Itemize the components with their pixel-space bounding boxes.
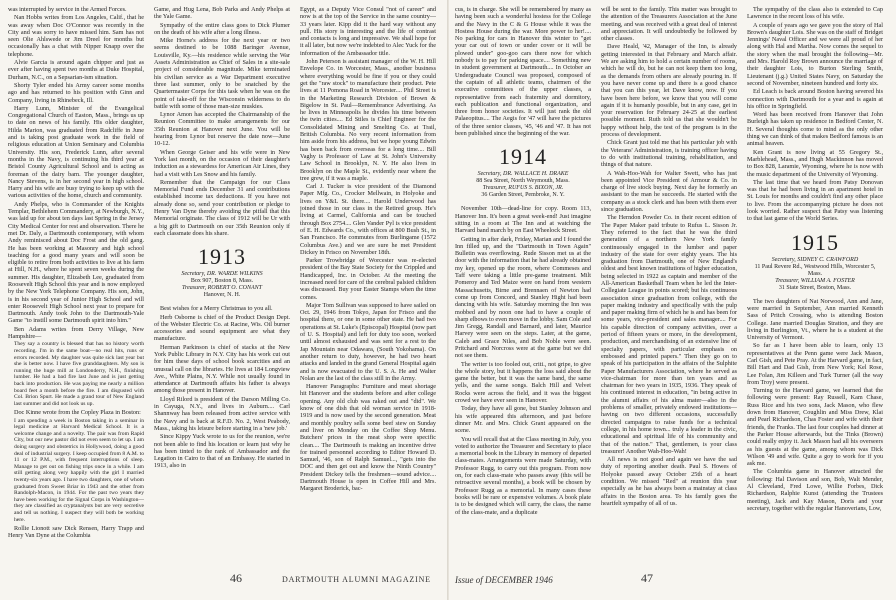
- issue-date: Issue of DECEMBER 1946: [455, 575, 553, 585]
- paragraph: Best wishes for a Merry Christmas to you all.: [160, 305, 273, 313]
- column-5: [601, 6, 737, 566]
- paragraph: Parker Trowbridge of Worcester was re-elected president of the Bay State Society for the Crippled and Handicapped, Inc. in October. At the meeting the increased need for care of the cerebral palsied children was discussed. Buy your Easter Stamps when the time comes.: [300, 257, 436, 301]
- paragraph: will be sent to the family. This matter was brought to the attention of the Treasurers Association at the June meeting, and was received with a great deal of interest and appreciation. It will undoubtedly be followed by other classes.: [601, 6, 737, 43]
- paragraph: Getting in after dark, Friday, Marian and I found the Inn filled up, and the "Dartmouth in Town Again" Bulletin was overflowing. Rude Sisson met us at the door with the information that he had already obtained my key, opened up the room, where Commeses and Taff were taking a little pre-game treatment. Milt Pomeroy and Ted Maize were on hand from western Massachusetts, Birne and Brennaen of Newton had come up from Concord, and Stanley Hight had been dancing with his wife. Saturday morning the Inn was mobbed and by noon one had to have a couple of sharp elbows to even move in the lobby. Sam Cole and Jim Gregg, Randall and Barnard, and later, Maurice Harvey were seen on the steps. Later, at the game, Caleb and Grace Niles, and Bob Noble were seen. Pritchard and Norcross were at the game but we did not see them.: [455, 235, 591, 360]
- paragraph: Egypt, as a Deputy Vice Consul "not of career" and now is at the top of the Service in the same country—33 years later. Kipp did it the hard way without any pull. His story is interesting and the life of contrast and contacts is long and impressive. We shall hope for it all later, but now we're indebted to Alec Yuck for the information of the Ambassador title.: [300, 6, 436, 57]
- paragraph: All news is not good and again we have the sad duty of reporting another death. Paul S. Howes of Holyoke passed away October 25th of a heart condition. We missed "Red" at reunion this year especially as he has always been a mainstay at class affairs in the Boston area. To his family goes the heartfelt sympathy of all of us.: [601, 456, 737, 507]
- paragraph: Game, and Hug Lena, Bob Parks and Andy Phelps at the Yale Game.: [154, 6, 290, 21]
- left-page: [0, 0, 447, 600]
- paragraph: Andy Phelps, who is Commander of the Knights Templar, Bethlehem Commandery, at Newburgh, N.Y., was laid up for about ten days last Spring in the Jersey City Medical Center for rest and observation. There he met Dr. Daly, a Dartmouth contemporary, with whom Andy reminisced about Doc Frost and the old gang. He has been working at Masonry and high school teaching for a good many years and will soon be eligible to retire from both activities to live at his farm at Hill, N.H., where he spent seven weeks during the summer. His daughter, Elizabeth Lee, graduated from Roosevelt High School this year and is now employed by the New York Telephone Company. His son, John, is in his second year of Junior High School and will enter Roosevelt High School next year to prepare for Dartmouth. Andy took John to the Dartmouth-Yale Game "to instill some Dartmouth spirit into him.": [8, 200, 144, 325]
- paragraph: The writer is too fooled out, criti., not gripe, to give the whole story, but it happens the loss said about the game the better, but it was the same band, the same yells, and the same songs. Balch Hill and Velvet Rocks were across the field, and it was the biggest crowd we have ever seen in Hanover.: [455, 360, 591, 405]
- column-4: [455, 6, 591, 566]
- paragraph: Sympathy of the entire class goes to Dick Plumer on the death of his wife after a long illness.: [154, 21, 290, 36]
- class-year-heading: 1913: [198, 244, 246, 270]
- paragraph: Ken Grant is now living at 55 Gregory St., Marblehead, Mass., and Hugh Mackinnon has moved to Box 828, Laramie, Wyoming, where he is now with the music department of the University of Wyoming.: [747, 148, 883, 178]
- left-page-number: 46: [230, 571, 242, 585]
- paragraph: The Herndon Powder Co. in their recent edition of The Paper Maker paid tribute to Rufus L. Sisson Jr. They referred to the fact that he was the third generation of a northern New York family continuously engaged in the lumber and paper industry of the state for over eighty years. The his graduation from Dartmouth, one of New England's oldest and best known institutions of higher education, being selected in 1922 as captain and member of the All-American Basketball Team when he led the Inter-Collegiate League in points scored; but his continuous association since graduation from college, with the paper making industry and specifically with the pulp and paper making firm of which he is and has been for some years, vice-president and sales manager.... For his capable direction of company activities, over a period of fifteen years or more, in the development, production, and merchandising of an extensive line of specialty papers, with particular emphasis on embossed and printed papers." Then they go on to speak of his participation in the affairs of the Sulphite Paper Manufacturers Association, where he served as vice-chairman for more than ten years and as chairman for two years in 1935, 1936. They speak of his continued interest in education, "in being active in the alumni affairs of his alma mater—also in the problems of smaller, privately endowed institutions—having on two different occasions, successfully directed campaigns to raise funds for a technical college, in his home town... truly a leader in the civic, educational and spiritual life of his community and that of the nation." That, gentlemen, is your class treasurer! Another Wah-Hoo-Wah!: [601, 214, 737, 455]
- paragraph: A couple of years ago we gave you the story of Hal Brown's daughter Lois. She was on the staff of Bridget Jennings' Naval Officer and we were all proud of her along with Hal and Martha. Now comes the sequel to the story when the mail brought the following—Mr. and Mrs. Harold Roy Brown announce the marriage of their daughter Lois, to Burton Sterling Smith, Lieutenant (j.g.) United States Navy, on Saturday the second of November, nineteen hundred and forty six.: [747, 21, 883, 87]
- paragraph: Today, they have all gone, but Stanley Johnson and his wife appeared this afternoon, and just before dinner Mr. and Mrs. Chick Grant appeared on the scene.: [455, 405, 591, 435]
- column-3: [300, 6, 436, 566]
- paragraph: Ben Adams writes from Derry Village, New Hampshire—: [8, 325, 144, 341]
- treasurer-address: Hanover, N. H.: [203, 292, 241, 299]
- paragraph: Doc Kinne wrote from the Copley Plaza in Boston:: [14, 409, 141, 417]
- quoted-letter: They say a country is blessed that has no history worth recording. I'm in the same boat—no real hits, runs or errors recorded. My daughter was quite sick last year but she is better now. I have five granddaughters. My son is running the huge mill at Londonderry, N.H., finishing lumber. He had a bad fire last June and is just getting back into production. He was paying me nearly a million board feet a month before the fire. I am disgusted with Col. Brion Spurt. He made a grand tour of New England last summer and did not look us up.: [14, 341, 144, 407]
- secretary-line: Secretary, DR. WARDE WILKINS: [181, 271, 263, 278]
- right-page: [449, 0, 896, 600]
- column-1: [8, 6, 144, 566]
- paragraph: You will recall that at the Class meeting in July, you voted to authorize the Treasurer and Secretary to place a memorial book in the Library in memory of departed class-mates. Arrangements were made Saturday, with Professor Rugg, to carry out this program. From now on, for each class-mate who passes away (this will be retroactive several months), a book will be chosen by Professor Rugg as a memorial. In many cases these books will be rare or expensive volumes. A book plate is to be designed which will carry, the class, the name of the class-mate, and a duplicate: [455, 435, 591, 516]
- paragraph: Herb Osborne is chief of the Product Design Dept. of the Webster Electric Co. at Racine, Wis. Oil burner accessories and sound equipment are what they manufacture.: [154, 313, 290, 343]
- paragraph: Harry Lunn, Minister of the Evangelical Congregational Church of Easton, Mass., brings us up to date on news of his family. His older daughter, Hilda Marion, was graduated from Radcliffe in June and is taking post graduate work in the field of religious education at Union Seminary and Columbia University. His son, Frederick Lunn, after several months in the Navy, is continuing his third year at Bristol County Agricultural School and is acting as foreman of the dairy barn. The younger daughter, Nancy Stevens, is in her second year in high school. Harry and his wife are busy trying to keep up with the various activities of the home, church and community.: [8, 104, 144, 200]
- treasurer-address: 36 Garden Street, Pembroke, N. Y.: [481, 192, 565, 199]
- paragraph: Chick Grant just told me that his particular job with the Veterans' Administration, is training officer having to do with institutional training, rehabilitation, and things of that nature.: [601, 139, 737, 169]
- paragraph: A Wah-Hoo-Wah for Walter Swett, who has just been appointed Vice President of Armour & Co. in charge of live stock buying. Next day he formerly an assistant to the man he succeeds. He started with the company as a stock clerk and has been with them ever since graduation.: [601, 169, 737, 214]
- paragraph: So far as I have been able to learn, only 13 representatives at the Penn game were Jack Mason, Carl Gish, and Pete Pray. At the Harvard game, in fact, Bill Hart and Dad Gish, from New York; Kel Rose, Lee Folan, Jim Killeen and Turk Turner (all the way from Troy) were present.: [747, 342, 883, 386]
- secretary-address: 88 Sea Street, North Weymouth, Mass.: [476, 178, 570, 185]
- quoted-letter: I am spending a week in Boston taking in a seminar in legal medicine at Harvard Medical School. It is a welcome change and a novelty. The pair was from Rapid City, but our new pastor did not even seem to let up. I am doing surgery and obstetrics in Hollywood, doing a good deal of industrial surgery. I keep occupied from 8 A.M. to 11 or 12 P.M., with frequent interruptions of sleep. Manage to get out on fishing trips once in a while. I am still getting along very happily with the girl I married twenty-six years ago. I have two daughters, one of whom graduated from Sweet Briar in 1943 and the other from Randolph-Macon, in 1944. For the past two years they have been working for the Signal Corps in Washington—they are classified as cryptanalysts but are very secretive and tell us nothing. I suspect they will both be working here.: [14, 417, 144, 523]
- paragraph: Dave Heald, '42, Manager of the Inn, is already getting interested in that February and March affair. We are asking him to hold a certain number of rooms, which he will do, but he can not keep them too long, as the demands from others are already pouring in. If you have never come up and there is a good chance that you can this year, let Dave know, now. If you have been here before, we know that you will come again if it is humanly possible, but in any case, get in your reservation for February 24-25 at the earliest possible moment. Ruth told us that she wouldn't be happy without help, the test of the program is in the process of development.: [601, 43, 737, 139]
- paragraph: Herman Parkinson is chief of stacks at the New York Public Library in N.Y. City has his work cut out for him these days of school book scarcities and an unusual call on the libraries. He lives at 184 Longview Ave., White Plains, N.Y. While not usually found in attendance at Dartmouth affairs his father is always among those present in Hanover.: [154, 343, 290, 395]
- paragraph: Mike Horne's address for the next year or two seems destined to be 1088 Baringer Avenue, Louisville, Ky.—his residence while serving the War Assets Administration as Chief of Sales in a site-sale project of considerable magnitude. Mike terminated his civilian service as a War Department executive three last summer, only to be snatched by the Quartermaster Corps for this task when he was on the point of take-off for the Wisconsin wilderness to do battle with some of those man-size muskies.: [154, 37, 290, 110]
- paragraph: Turning to the Harvard game, we learned that the following were present: Ray Russell, Kam Chase, Russ Rice and his two sons, Jack Mason, who flew down from Hanover, Coughlin and Miss Drew, Klai and Pearl Richardson, Chas Foster and wife with their friends, the Franks. The last four couples had dinner at the Parker House afterwards, but the Tinks (Brown) could really enjoy it. Jack Mason had all his overseers as his guests at the game, among whom was Dick Wilson '49 and wife. Quite a goy to work for if you ask me.: [747, 387, 883, 468]
- right-page-number: 47: [641, 571, 653, 585]
- paragraph: cus, is in charge. She will be remembered by many as having been such a wonderful hostess for the College and the Navy in the C & G House while it was the Hostess House during the war. More power to her!.... No parking for cars in Hanover this winter to "get your car out of town or under cover or it will be plowed under" goo-goo cars there now for which nobody is to pay for parking space.... Something new in student government at Dartmouth.... In October an Undergraduate Council was proposed, composed of the captain of all athletic teams, chairmen of the executive committees of the upper classes, a representative from each fraternity and dormitory, each publication and functional organization, and three from honor societies. It will just rank the old Palaeopitus.... The Aegis for '47 will have the pictures of the three senior classes, '45, '46 and '47. It has not been published since the beginning of the war.: [455, 6, 591, 138]
- paragraph: The two daughters of Nat Norwood, Ann and Jane, were married in September, Ann married Kenneth Sass of Pritch Crossing, who is attending Boston College. Jane married Douglas Stratton, and they are living in Burlington, Vt., where he is a student at the University of Vermont.: [747, 297, 883, 342]
- paragraph: Lloyd Rilord is president of the Darson Milling Co. in Cayuga, N.Y., and lives in Auburn.... Carl Shannway has been released from active service with the Navy and is back at R.F.D. No. 2, West Peabody, Mass., taking his leisure before starting in a 'new job.': [154, 395, 290, 432]
- paragraph: Carl J. Tucker is vice president of the Diamond Paper Mfg. Co., Crocker Mellwain, in Holyoke and lives on Y&L St. there.... Harold Underwood has joined those in our class in the Retired group. He's living at Carmel, California and can be touched through Box 2754.... Glen Vander Pyl is vice president of E. H. Edwards Co., with offices at 800 Bush St., in San Francisco. He commutes from Burlingame (1572 Columbus Ave.) and we are sure he met President Dickey in Frisco on November 18th.: [300, 183, 436, 256]
- paragraph: The Columbia game in Hanover attracted the following: Hal Davison and son, Bob, Walt Mender, Al Cleveland, Fred Lowe, Willie Forbes, Dick Richardson, Ralphie Kunst (attending the Trustees meeting), Jack and Kay Mason, Doris and your secretary, together with the regular Hanoverians, Low,: [747, 468, 883, 512]
- secretary-line: Secretary, DR. WALLACE H. DRAKE: [477, 171, 569, 178]
- magazine-title: DARTMOUTH ALUMNI MAGAZINE: [282, 575, 431, 584]
- secretary-line: Secretary, SIDNEY C. CRAWFORD: [771, 256, 859, 263]
- treasurer-line: Treasurer, RUFUS S. BIXON, JR.: [482, 185, 564, 192]
- secretary-address: 11 Paul Revere Rd., Westwood Hills, Worcester 5, Mass.: [754, 263, 876, 277]
- class-year-heading: 1915: [791, 229, 839, 255]
- paragraph: Nan Hobbs writes from Los Angeles, Calif., that he was away when Doc O'Connor was recently in the City and was sorry to have missed him. Sam has not seen Olie Ahlswede or Jim Dreel for months but occasionally has a chat with Nipper Knapp over the telephone.: [8, 14, 144, 58]
- paragraph: Major Tom Sullivan was supposed to have sailed on Oct. 29, 1946 from Tokyo, Japan for Frisco and the hospital there, or one in some other state. He had two operations at St. Luke's (Episcopal) Hospital (now part of U. S. Hospital) and left for duty too soon, worked until almost exhausted and was sent for a rest to the Jap Mountain near Odawara, (South Yokohama). On another return to duty, however, he had two heart attacks and landed in the grand General Hospital again and is now evacuated to the U. S. A. He and Walter Nolan are the last of the class still in the Army.: [300, 301, 436, 382]
- treasurer-address: 31 State Street, Boston, Mass.: [778, 284, 852, 291]
- paragraph: Since Kippy Yuck wrote to us for the reunion, we're not been able to find his location or learn just why he has been tinted to the rank of Ambassador and the Legation in Cairo to that of an Embassy. He started in 1913, also in: [154, 433, 290, 470]
- paragraph: Lynor Amon has accepted the Chairmanship of the Reunion Committee to make arrangements for our 35th Reunion at Hanover next June. You will be hearing from Lynor but reserve the date now—June 10-12.: [154, 111, 290, 148]
- paragraph: When George Geiser and his wife were in New York last month, on the occasion of their daughter's induction as a stewardess for American Air Lines, they had a visit with Les Snow and his family.: [154, 148, 290, 178]
- paragraph: Alvie Garcia is around again chipper and just as ever after having spent two months at Duke Hospital, Durham, N.C., on a Sepsarian-ism situation.: [8, 59, 144, 81]
- paragraph: Ed Leach is back around Boston having severed his connection with Dartmouth for a year and is again at his office in Springfield.: [747, 88, 883, 110]
- paragraph: Shorty Tyler ended his Army career some months ago and has returned to his position with Ginn and Company, living in Rhinebeck, Ill.: [8, 81, 144, 104]
- paragraph: was interrupted by service in the Armed Forces.: [8, 6, 127, 13]
- secretary-address: Box 907, Boston 8, Mass.: [190, 278, 254, 285]
- paragraph: The last time that we heard from Patsy Donovan was that he had been living in an apartment hotel in St. Louis for months and couldn't find any other place to live. From the accompanying picture he does not look worried. Rather suspect that Patsy was listening to that last game of the World Series.: [747, 178, 883, 223]
- paragraph: The sympathy of the class also is extended to Cap Lawrence in the recent loss of his wife.: [747, 6, 883, 21]
- paragraph: Remember that the Campaign for our Class Memorial Fund ends December 31 and contributions established income tax deductions. If you have not already done so, send your contribution or pledge to Henry Van Dyne thereby avoiding the pitfall that this Memorial originate. The class of 1912 will be Ur with a big gift to Dartmouth on our 35th Reunion only if each classmate does his share.: [154, 178, 290, 237]
- column-2: [154, 6, 290, 566]
- treasurer-line: Treasurer, WILLIAM A. FOSTER: [775, 277, 855, 284]
- paragraph: Hanover Paragraphs: Furniture and meat shortage hit Hanover and the students before and after college opening. Any old club was raked out and "did". We know of one dish that old woman service in 1918-1919 and is now used by the second generation. Meat and monthly poultry sells some beef stew on Sunday and liver on Monday on the Coffee Shop Menu. Butchers' prices in the meat shop were specific clean.... The Dartmouth is making an incentive drive for trained personnel according to Editor Howard D. Samuel, '46, son of Ralph Samuel..., "gets into the DOC and then get out and know the Ninth Country" President Dickey tells the freshmen—sound advice.... Dartmouth House is open in Coffee Hill and Mrs. Margaret Broderick, bac-: [300, 383, 436, 493]
- class-year-heading: 1914: [499, 144, 547, 170]
- paragraph: Word has been received from Hanover that John Burleigh has taken up residence in Bedford Center, N. H. Several thoughts come to mind as the only other thing we can think of that makes Bedford famous is an animal heaven.: [747, 111, 883, 148]
- paragraph: John Peterson is assistant manager of the W. H. Hill Envelope Co. in Worcester, Mass., another business where everything would be fine if you or they could get the "raw stock" to manufacture their product. Pete lives at 11 Pomona Road in Worcester.... Phil Street is in the Marketing Research Division of Brown & Bigelow in St. Paul—Remembrance Advertising. As he lives in Minneapolis he divides his time between the twin cities.... Ed Stiles is Chief Engineer for the Consolidated Mining and Smelting Co. at Trail, British Columbia. No very recent information from him aside from his address, but we hope young Edwin has been back from overseas for a long time.... Bill Vaghy is Professor of Law at St. John's University Law School in Brooklyn, N. Y. He also lives in Brooklyn on the Maple St., evidently near where the tree grew, if it was a maple.: [300, 58, 436, 182]
- paragraph: Rollie Lionott saw Dick Rensen, Harry Trapp and Henry Van Dyne at the Columbia: [8, 525, 144, 540]
- treasurer-line: Treasurer, ROBERT O. CONANT: [182, 285, 262, 292]
- column-6: [747, 6, 883, 566]
- paragraph: November 10th—dead-line for copy. Room 113, Hanover Inn. It's been a great week-end! Just imagine sitting in a room at The Inn and at watching the Harvard band march by on East Wheelock Street.: [455, 205, 591, 235]
